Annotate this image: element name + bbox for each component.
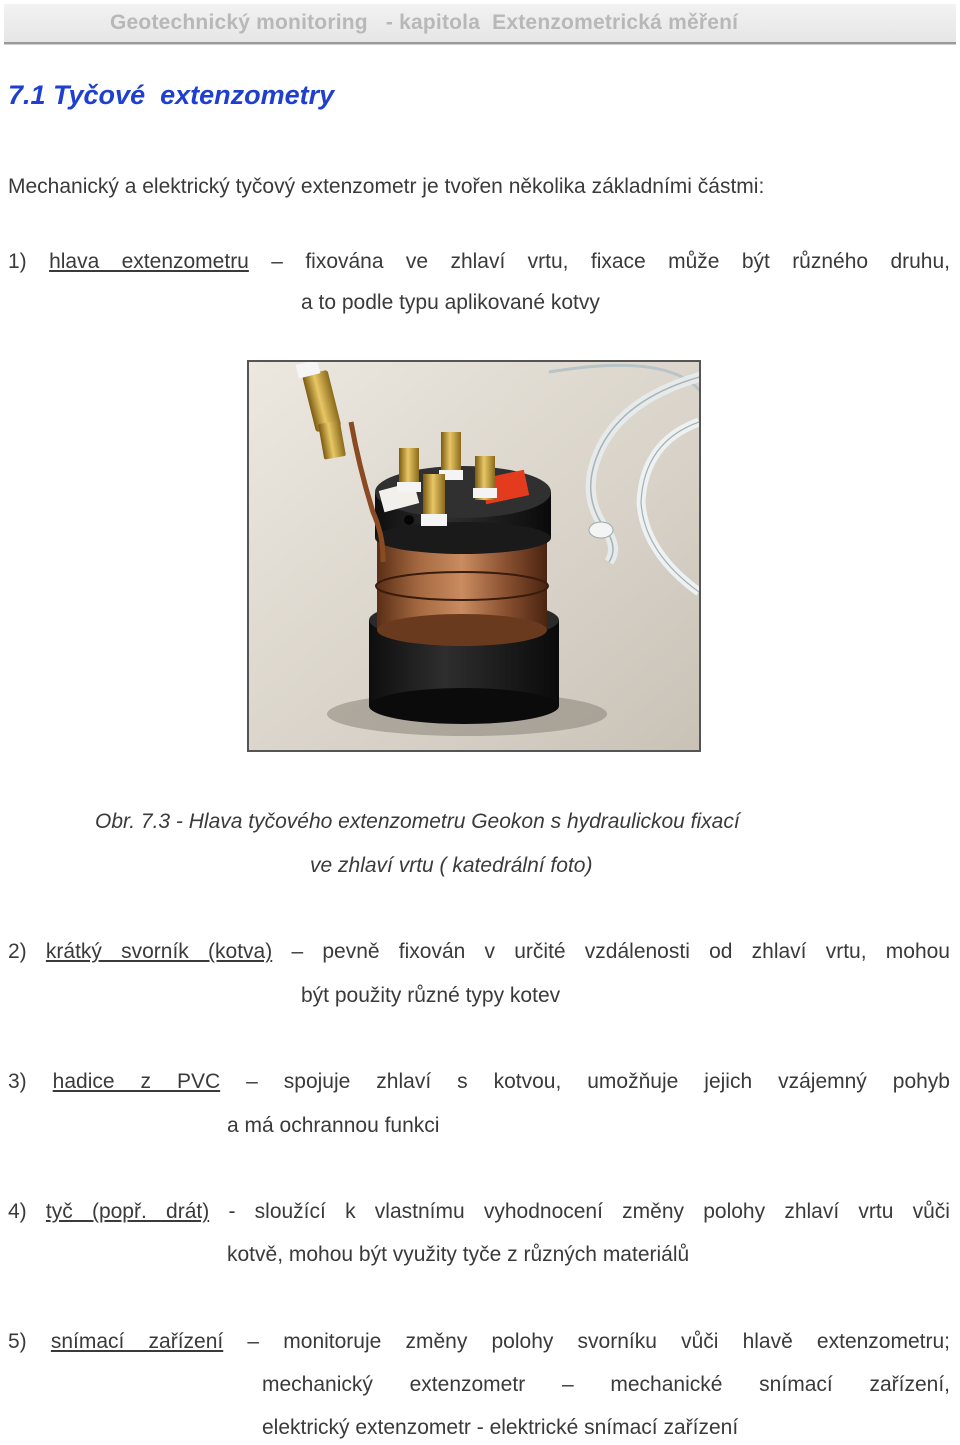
item-text: pevně fixován v určité vzdálenosti od zhlaví vrtu, mohou	[322, 940, 950, 963]
running-header	[4, 4, 956, 44]
item-dash: –	[271, 250, 283, 273]
list-item-4-continuation: kotvě, mohou být využity tyče z různých materiálů	[227, 1243, 690, 1266]
intro-paragraph: Mechanický a elektrický tyčový extenzometr je tvořen několika základními částmi:	[8, 175, 765, 198]
figure-photo	[247, 360, 701, 752]
item-number: 5)	[8, 1330, 27, 1353]
item-number: 1)	[8, 250, 27, 273]
list-item-5-continuation: mechanický extenzometr – mechanické snímací zařízení,	[262, 1373, 950, 1396]
item-term: hlava extenzometru	[49, 250, 249, 273]
list-item-3-continuation: a má ochrannou funkci	[227, 1114, 440, 1137]
figure-caption-line-1: Obr. 7.3 - Hlava tyčového extenzometru Geokon s hydraulickou fixací	[95, 810, 740, 833]
item-text: monitoruje změny polohy svorníku vůči hlavě extenzometru;	[283, 1330, 950, 1353]
item-dash: –	[246, 1070, 258, 1093]
item-dash: –	[291, 940, 304, 963]
item-text: sloužící k vlastnímu vyhodnocení změny polohy zhlaví vrtu vůči	[254, 1200, 950, 1223]
item-number: 2)	[8, 940, 27, 963]
list-item-1	[8, 250, 950, 274]
item-term: snímací zařízení	[50, 1330, 224, 1353]
list-item-4	[8, 1200, 950, 1224]
list-item-5-continuation-2: elektrický extenzometr - elektrické snímací zařízení	[262, 1416, 739, 1439]
header-title: Geotechnický monitoring - kapitola Extenzometrická měření	[110, 11, 739, 34]
section-heading: 7.1 Tyčové extenzometry	[8, 80, 335, 110]
item-text: spojuje zhlaví s kotvou, umožňuje jejich vzájemný pohyb	[283, 1070, 950, 1093]
item-term: hadice z PVC	[52, 1070, 221, 1093]
extensometer-head-photo	[249, 362, 699, 750]
item-dash: –	[247, 1330, 260, 1353]
list-item-2-continuation: být použity různé typy kotev	[301, 984, 561, 1007]
item-term: tyč (popř. drát)	[45, 1200, 210, 1223]
item-number: 3)	[8, 1070, 27, 1093]
item-number: 4)	[8, 1200, 27, 1223]
item-dash: -	[228, 1200, 236, 1223]
item-term: krátký svorník (kotva)	[45, 940, 273, 963]
item-text: fixována ve zhlaví vrtu, fixace může být různého druhu,	[305, 250, 950, 273]
list-item-5	[8, 1330, 950, 1354]
figure-caption-line-2: ve zhlaví vrtu ( katedrální foto)	[310, 854, 593, 877]
list-item-1-continuation: a to podle typu aplikované kotvy	[301, 291, 600, 314]
list-item-2	[8, 940, 950, 964]
list-item-3	[8, 1070, 950, 1094]
